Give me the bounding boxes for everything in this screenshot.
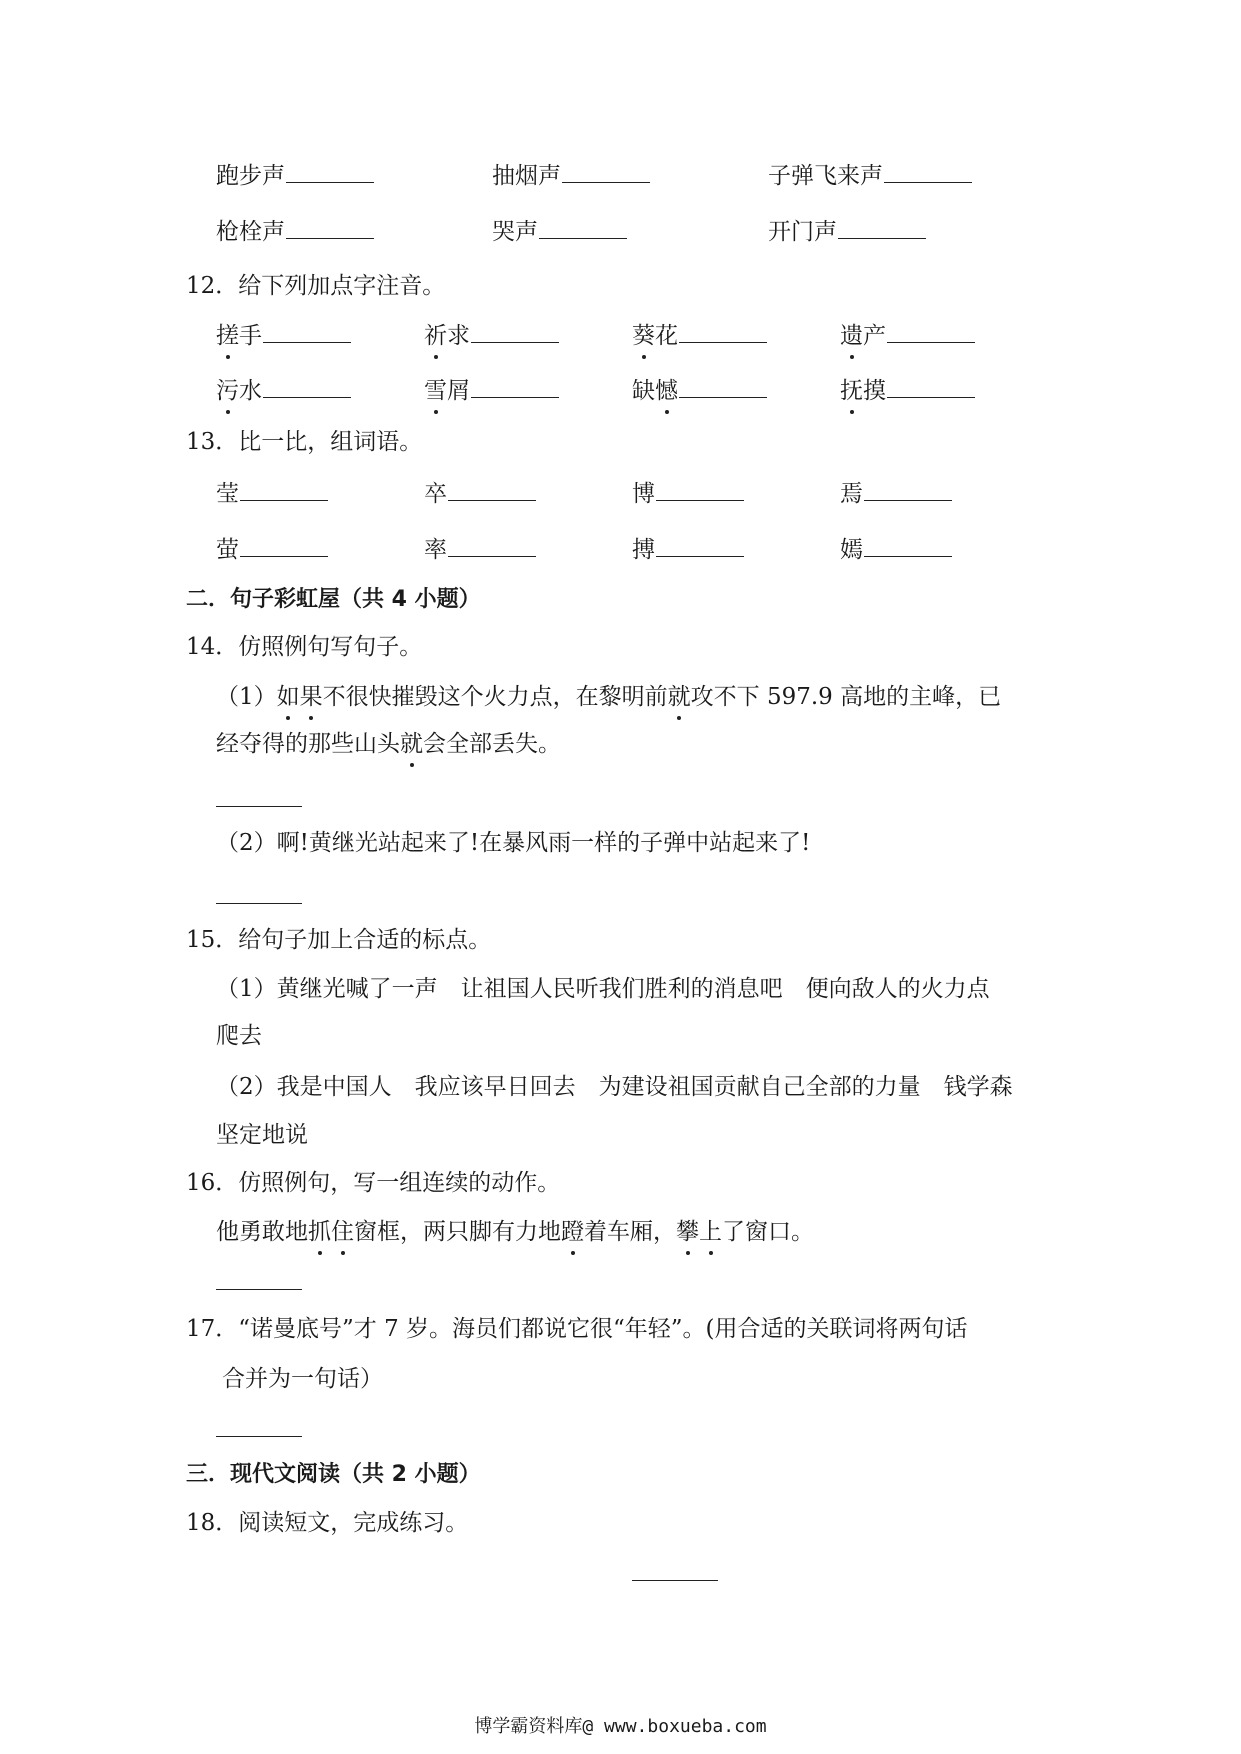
answer-blank[interactable] [263, 320, 351, 343]
sound-item-4: 枪栓声 [216, 216, 374, 247]
answer-blank[interactable] [240, 478, 328, 501]
q13-item: 焉 [840, 478, 952, 509]
q14-sentence-1-cont: 经夺得的那些山头就会全部丢失。 [216, 731, 561, 757]
answer-blank[interactable] [286, 160, 374, 183]
q15-sentence-1: （1）黄继光喊了一声 让祖国人民听我们胜利的消息吧 便向敌人的火力点 [216, 976, 990, 1002]
answer-blank[interactable] [286, 216, 374, 239]
q12-item: 缺憾 [632, 375, 767, 406]
q13-item: 莹 [216, 478, 328, 509]
answer-blank[interactable] [884, 160, 972, 183]
answer-line[interactable] [216, 903, 302, 904]
answer-blank[interactable] [539, 216, 627, 239]
answer-blank[interactable] [448, 478, 536, 501]
q12-item: 祈求 [424, 320, 559, 351]
q13-item: 嫣 [840, 534, 952, 565]
answer-blank[interactable] [838, 216, 926, 239]
q13-item: 卒 [424, 478, 536, 509]
q16-title: 16．仿照例句，写一组连续的动作。 [186, 1170, 561, 1196]
section-heading: 二．句子彩虹屋（共 4 小题） [186, 587, 481, 612]
sound-item-1: 跑步声 [216, 160, 374, 191]
sound-item-2: 抽烟声 [492, 160, 650, 191]
answer-blank[interactable] [679, 375, 767, 398]
answer-blank[interactable] [448, 534, 536, 557]
q12-item: 雪屑 [424, 375, 559, 406]
q13-title: 13．比一比，组词语。 [186, 429, 423, 455]
q15-sentence-1-cont: 爬去 [216, 1023, 262, 1049]
answer-blank[interactable] [864, 478, 952, 501]
q17-text-cont: 合并为一句话） [222, 1366, 383, 1392]
answer-blank[interactable] [562, 160, 650, 183]
answer-line[interactable] [632, 1580, 718, 1581]
answer-blank[interactable] [887, 375, 975, 398]
q12-item: 葵花 [632, 320, 767, 351]
q13-item: 搏 [632, 534, 744, 565]
answer-line[interactable] [216, 806, 302, 807]
answer-blank[interactable] [656, 534, 744, 557]
q17-text: 17．“诺曼底号”才 7 岁。海员们都说它很“年轻”。(用合适的关联词将两句话 [186, 1316, 968, 1342]
q12-item: 抚摸 [840, 375, 975, 406]
q15-title: 15．给句子加上合适的标点。 [186, 927, 492, 953]
answer-line[interactable] [216, 1436, 302, 1437]
q13-item: 萤 [216, 534, 328, 565]
q12-item: 搓手 [216, 320, 351, 351]
sound-item-3: 子弹飞来声 [768, 160, 972, 191]
q12-item: 遗产 [840, 320, 975, 351]
answer-blank[interactable] [471, 320, 559, 343]
page-footer: 博学霸资料库@ www.boxueba.com [474, 1716, 767, 1737]
answer-blank[interactable] [887, 320, 975, 343]
q13-item: 率 [424, 534, 536, 565]
q15-sentence-2-cont: 坚定地说 [216, 1122, 308, 1148]
answer-blank[interactable] [263, 375, 351, 398]
q14-sentence-2: （2）啊!黄继光站起来了!在暴风雨一样的子弹中站起来了! [216, 830, 811, 856]
q12-item: 污水 [216, 375, 351, 406]
sound-item-6: 开门声 [768, 216, 926, 247]
answer-blank[interactable] [679, 320, 767, 343]
section-heading: 三．现代文阅读（共 2 小题） [186, 1462, 481, 1487]
q14-sentence-1: （1）如果不很快摧毁这个火力点，在黎明前就攻不下 597.9 高地的主峰，已 [216, 684, 1002, 710]
answer-blank[interactable] [864, 534, 952, 557]
q15-sentence-2: （2）我是中国人 我应该早日回去 为建设祖国贡献自己全部的力量 钱学森 [216, 1074, 1013, 1100]
answer-blank[interactable] [471, 375, 559, 398]
q16-example: 他勇敢地抓住窗框，两只脚有力地蹬着车厢，攀上了窗口。 [216, 1219, 814, 1245]
answer-blank[interactable] [656, 478, 744, 501]
q18-title: 18．阅读短文，完成练习。 [186, 1510, 469, 1536]
q12-title: 12．给下列加点字注音。 [186, 273, 446, 299]
answer-blank[interactable] [240, 534, 328, 557]
q14-title: 14．仿照例句写句子。 [186, 634, 423, 660]
sound-item-5: 哭声 [492, 216, 627, 247]
answer-line[interactable] [216, 1289, 302, 1290]
q13-item: 博 [632, 478, 744, 509]
